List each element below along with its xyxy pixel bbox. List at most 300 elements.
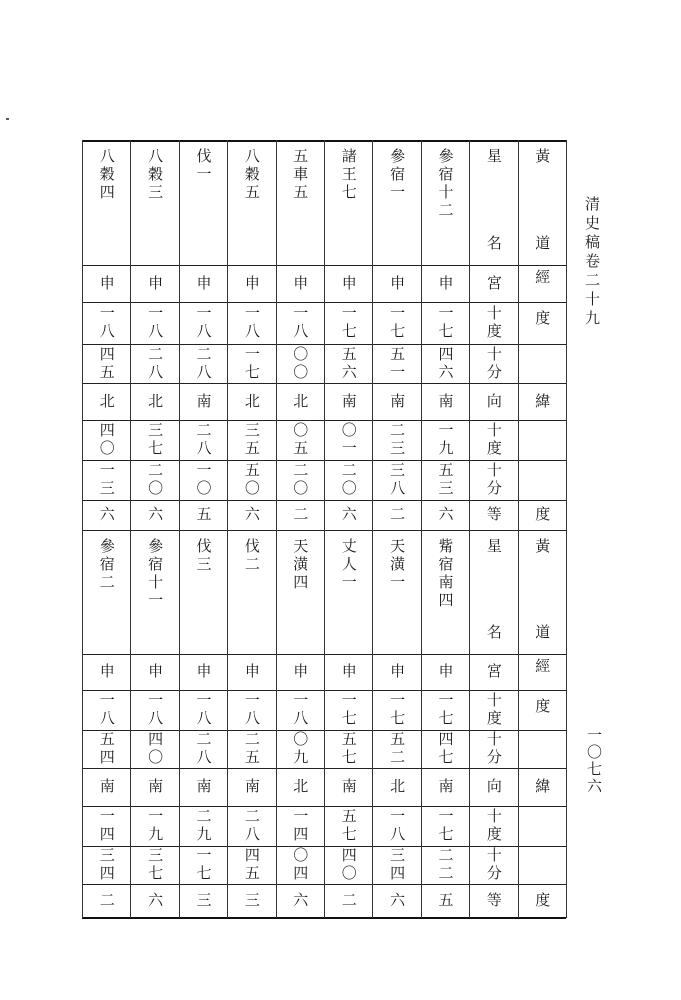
block2-name-cell-text: 伐三 bbox=[194, 538, 213, 574]
block2-wdeg-cell bbox=[82, 806, 130, 846]
block2-min-cell-text: 二五 bbox=[242, 731, 261, 767]
block2-wmin-cell-text: 四〇 bbox=[339, 847, 358, 883]
block1-mag-cell bbox=[227, 500, 275, 530]
block1-deg-cell-text: 一八 bbox=[97, 305, 116, 341]
block2-mag-cell-text: 二 bbox=[97, 892, 116, 910]
block1-gong-cell bbox=[324, 265, 372, 302]
block1-gong-cell bbox=[82, 265, 130, 302]
block1-min-cell bbox=[82, 344, 130, 383]
block2-wdeg-cell-text: 一四 bbox=[97, 808, 116, 844]
block2-name-cell-text: 天潢四 bbox=[291, 538, 310, 592]
block2-name-cell bbox=[324, 538, 372, 654]
block1-deg-cell bbox=[130, 302, 178, 344]
block2-header-deng-text: 等 bbox=[484, 892, 503, 910]
block2-wdeg-cell-text: 一八 bbox=[388, 808, 407, 844]
block1-header-wei_shidu-text: 十度 bbox=[484, 422, 503, 458]
block1-wmin-cell-text: 一三 bbox=[97, 462, 116, 498]
block1-header-shidu bbox=[469, 302, 517, 344]
block2-header-gong bbox=[469, 654, 517, 690]
block2-wdeg-cell bbox=[372, 806, 420, 846]
block2-header-deng bbox=[469, 884, 517, 918]
block2-name-cell bbox=[372, 538, 420, 654]
block1-dir-cell bbox=[372, 383, 420, 420]
block1-mag-cell-text: 五 bbox=[194, 506, 213, 524]
block2-header-shifen-text: 十分 bbox=[484, 731, 503, 767]
block1-deg-cell-text: 一七 bbox=[339, 305, 358, 341]
block2-dir-cell bbox=[421, 768, 469, 806]
block2-wmin-cell bbox=[276, 846, 324, 884]
block1-wdeg-cell-text: 一九 bbox=[436, 422, 455, 458]
block2-gong-cell-text: 申 bbox=[242, 663, 261, 681]
block2-mag-cell bbox=[82, 884, 130, 918]
block1-wdeg-cell bbox=[227, 420, 275, 460]
block2-wdeg-cell bbox=[130, 806, 178, 846]
block1-name-cell bbox=[324, 148, 372, 265]
block1-deg-cell bbox=[179, 302, 227, 344]
block2-name-cell bbox=[421, 538, 469, 654]
block1-min-cell bbox=[227, 344, 275, 383]
block1-mag-cell-text: 二 bbox=[388, 506, 407, 524]
block1-header-shifen-text: 十分 bbox=[484, 345, 503, 382]
block1-mag-cell-text: 六 bbox=[97, 506, 116, 524]
block1-header-xiang-text: 向 bbox=[484, 392, 503, 411]
block2-mag-cell-text: 三 bbox=[194, 892, 213, 910]
block2-dir-cell bbox=[227, 768, 275, 806]
block2-deg-cell bbox=[227, 690, 275, 730]
block1-header-wei_shidu bbox=[469, 420, 517, 460]
block2-wmin-cell bbox=[372, 846, 420, 884]
block2-wdeg-cell bbox=[421, 806, 469, 846]
block2-header-star-text: 星 bbox=[484, 538, 503, 556]
block2-dir-cell-text: 南 bbox=[146, 778, 165, 796]
block1-min-cell bbox=[179, 344, 227, 383]
block1-wmin-cell-text: 二〇 bbox=[339, 462, 358, 498]
block1-wdeg-cell bbox=[179, 420, 227, 460]
block2-wmin-cell bbox=[227, 846, 275, 884]
block2-title-huang-text: 黃 bbox=[533, 538, 552, 556]
block2-wmin-cell bbox=[130, 846, 178, 884]
block2-wmin-cell-text: 三四 bbox=[97, 847, 116, 883]
block1-name-cell-text: 五車五 bbox=[291, 148, 310, 202]
block2-deg-cell-text: 一七 bbox=[339, 692, 358, 728]
block2-wdeg-cell-text: 一四 bbox=[291, 808, 310, 844]
block2-name-cell-text: 伐二 bbox=[242, 538, 261, 574]
block2-gong-cell-text: 申 bbox=[436, 663, 455, 681]
block2-gong-cell-text: 申 bbox=[291, 663, 310, 681]
block2-gong-cell-text: 申 bbox=[388, 663, 407, 681]
block1-wdeg-cell bbox=[276, 420, 324, 460]
block2-mag-cell-text: 六 bbox=[388, 892, 407, 910]
block2-min-cell-text: 四七 bbox=[436, 731, 455, 767]
block2-gong-cell bbox=[421, 654, 469, 690]
block2-dir-cell bbox=[372, 768, 420, 806]
block2-deg-cell-text: 一八 bbox=[291, 692, 310, 728]
block1-wdeg-cell bbox=[421, 420, 469, 460]
block2-name-cell-text: 參宿二 bbox=[97, 538, 116, 592]
block1-dir-cell-text: 北 bbox=[291, 392, 310, 411]
block1-deg-cell bbox=[372, 302, 420, 344]
block2-header-name bbox=[469, 624, 517, 649]
block2-min-cell-text: 五七 bbox=[339, 731, 358, 767]
block1-min-cell bbox=[372, 344, 420, 383]
block1-title-huang-text: 黃 bbox=[533, 148, 552, 166]
block1-header-xiang bbox=[469, 383, 517, 420]
block1-min-cell bbox=[324, 344, 372, 383]
block1-min-cell bbox=[276, 344, 324, 383]
block1-header-deng bbox=[469, 500, 517, 530]
block1-min-cell bbox=[130, 344, 178, 383]
book-title: 清史稿卷二十九 bbox=[583, 196, 601, 329]
block1-deg-cell-text: 一七 bbox=[436, 305, 455, 341]
block2-name-cell-text: 觜宿南四 bbox=[436, 538, 455, 610]
block1-title-dao-text: 道 bbox=[533, 235, 552, 253]
block1-wdeg-cell bbox=[82, 420, 130, 460]
block1-mag-cell-text: 六 bbox=[339, 506, 358, 524]
block1-wmin-cell-text: 二〇 bbox=[291, 462, 310, 498]
block1-deg-cell-text: 一八 bbox=[291, 305, 310, 341]
block2-header-shidu-text: 十度 bbox=[484, 692, 503, 728]
block2-dir-cell bbox=[324, 768, 372, 806]
block1-name-cell bbox=[227, 148, 275, 265]
block1-name-cell-text: 諸王七 bbox=[339, 148, 358, 202]
block1-dir-cell bbox=[421, 383, 469, 420]
block2-min-cell-text: 二八 bbox=[194, 731, 213, 767]
block1-dir-cell bbox=[276, 383, 324, 420]
block2-deg-cell bbox=[372, 690, 420, 730]
block1-name-cell-text: 伐一 bbox=[194, 148, 213, 184]
block2-title-jingdu-text: 度 bbox=[533, 698, 552, 716]
block1-min-cell-text: 四六 bbox=[436, 345, 455, 382]
block2-title-weidu-text: 度 bbox=[533, 892, 552, 910]
block1-header-star-text: 星 bbox=[484, 148, 503, 166]
block2-gong-cell bbox=[227, 654, 275, 690]
block1-dir-cell-text: 南 bbox=[339, 392, 358, 411]
block2-gong-cell-text: 申 bbox=[339, 663, 358, 681]
block1-wdeg-cell bbox=[324, 420, 372, 460]
block2-dir-cell bbox=[179, 768, 227, 806]
block1-title-dao bbox=[518, 235, 566, 260]
block1-min-cell-text: 〇〇 bbox=[291, 345, 310, 382]
block1-gong-cell bbox=[421, 265, 469, 302]
block2-mag-cell bbox=[227, 884, 275, 918]
block2-header-wei_shidu bbox=[469, 806, 517, 846]
block2-title-jingdu bbox=[518, 698, 566, 728]
block2-dir-cell-text: 南 bbox=[339, 778, 358, 796]
block1-wmin-cell bbox=[324, 460, 372, 500]
block2-name-cell bbox=[82, 538, 130, 654]
block1-header-gong bbox=[469, 265, 517, 302]
block1-name-cell-text: 八穀四 bbox=[97, 148, 116, 202]
block1-mag-cell bbox=[324, 500, 372, 530]
block2-deg-cell-text: 一八 bbox=[194, 692, 213, 728]
block2-min-cell bbox=[276, 730, 324, 768]
block1-header-shifen bbox=[469, 344, 517, 383]
block1-mag-cell bbox=[82, 500, 130, 530]
block1-mag-cell-text: 六 bbox=[436, 506, 455, 524]
block2-mag-cell-text: 六 bbox=[291, 892, 310, 910]
block2-header-gong-text: 宮 bbox=[484, 663, 503, 681]
block1-mag-cell bbox=[130, 500, 178, 530]
block1-mag-cell-text: 六 bbox=[146, 506, 165, 524]
block2-wmin-cell-text: 三四 bbox=[388, 847, 407, 883]
block1-deg-cell bbox=[82, 302, 130, 344]
block2-dir-cell bbox=[130, 768, 178, 806]
block1-dir-cell-text: 南 bbox=[436, 392, 455, 411]
block1-gong-cell bbox=[227, 265, 275, 302]
block1-dir-cell bbox=[82, 383, 130, 420]
block2-header-wei_shidu-text: 十度 bbox=[484, 808, 503, 844]
block2-dir-cell bbox=[276, 768, 324, 806]
block1-gong-cell bbox=[372, 265, 420, 302]
block1-dir-cell bbox=[130, 383, 178, 420]
block1-header-deng-text: 等 bbox=[484, 506, 503, 524]
block2-wmin-cell-text: 四五 bbox=[242, 847, 261, 883]
block1-title-weidu-text: 度 bbox=[533, 506, 552, 524]
block1-wdeg-cell-text: 〇一 bbox=[339, 422, 358, 458]
block1-name-cell bbox=[82, 148, 130, 265]
block2-min-cell-text: 五四 bbox=[97, 731, 116, 767]
block2-title-dao-text: 道 bbox=[533, 624, 552, 642]
block2-header-wei_shifen bbox=[469, 846, 517, 884]
block2-mag-cell-text: 三 bbox=[242, 892, 261, 910]
block2-header-star bbox=[469, 538, 517, 578]
block1-name-cell-text: 八穀三 bbox=[146, 148, 165, 202]
block2-deg-cell-text: 一八 bbox=[146, 692, 165, 728]
block1-name-cell-text: 八穀五 bbox=[242, 148, 261, 202]
block1-deg-cell-text: 一八 bbox=[242, 305, 261, 341]
block1-wmin-cell bbox=[130, 460, 178, 500]
block1-wmin-cell-text: 五〇 bbox=[242, 462, 261, 498]
block2-deg-cell-text: 一七 bbox=[388, 692, 407, 728]
block1-gong-cell bbox=[179, 265, 227, 302]
block2-wdeg-cell-text: 一七 bbox=[436, 808, 455, 844]
block1-header-shidu-text: 十度 bbox=[484, 305, 503, 341]
block2-gong-cell bbox=[276, 654, 324, 690]
block1-deg-cell-text: 一七 bbox=[388, 305, 407, 341]
block2-gong-cell bbox=[179, 654, 227, 690]
block1-header-name-text: 名 bbox=[484, 235, 503, 253]
block2-deg-cell bbox=[82, 690, 130, 730]
block1-dir-cell-text: 北 bbox=[242, 392, 261, 411]
block2-min-cell bbox=[421, 730, 469, 768]
block1-wmin-cell bbox=[372, 460, 420, 500]
block2-dir-cell-text: 南 bbox=[97, 778, 116, 796]
block1-title-wei-text: 緯 bbox=[533, 392, 552, 411]
block1-dir-cell-text: 南 bbox=[194, 392, 213, 411]
block2-min-cell bbox=[130, 730, 178, 768]
block2-wdeg-cell bbox=[324, 806, 372, 846]
block2-gong-cell-text: 申 bbox=[97, 663, 116, 681]
block2-wmin-cell bbox=[179, 846, 227, 884]
block2-min-cell-text: 〇九 bbox=[291, 731, 310, 767]
block2-min-cell bbox=[82, 730, 130, 768]
block1-header-name bbox=[469, 235, 517, 260]
block2-header-wei_shifen-text: 十分 bbox=[484, 847, 503, 883]
block2-dir-cell-text: 南 bbox=[242, 778, 261, 796]
block1-wdeg-cell-text: 二八 bbox=[194, 422, 213, 458]
block1-wdeg-cell bbox=[130, 420, 178, 460]
block2-min-cell bbox=[227, 730, 275, 768]
block2-header-name-text: 名 bbox=[484, 624, 503, 642]
block2-name-cell bbox=[276, 538, 324, 654]
block2-min-cell bbox=[372, 730, 420, 768]
block1-header-gong-text: 宮 bbox=[484, 274, 503, 293]
block2-wmin-cell-text: 二二 bbox=[436, 847, 455, 883]
block2-dir-cell-text: 南 bbox=[194, 778, 213, 796]
block1-mag-cell-text: 二 bbox=[291, 506, 310, 524]
block1-gong-cell-text: 申 bbox=[291, 274, 310, 293]
block1-wdeg-cell-text: 〇五 bbox=[291, 422, 310, 458]
block2-deg-cell bbox=[324, 690, 372, 730]
block1-deg-cell bbox=[276, 302, 324, 344]
block2-wdeg-cell-text: 二八 bbox=[242, 808, 261, 844]
block2-wdeg-cell-text: 五七 bbox=[339, 808, 358, 844]
block1-gong-cell bbox=[276, 265, 324, 302]
block1-wmin-cell bbox=[227, 460, 275, 500]
block1-gong-cell-text: 申 bbox=[388, 274, 407, 293]
block1-title-wei bbox=[518, 383, 566, 420]
block1-header-wei_shifen bbox=[469, 460, 517, 500]
block1-mag-cell bbox=[179, 500, 227, 530]
block2-wmin-cell-text: 三七 bbox=[146, 847, 165, 883]
block1-min-cell-text: 四五 bbox=[97, 345, 116, 382]
block1-gong-cell-text: 申 bbox=[146, 274, 165, 293]
block2-header-shidu bbox=[469, 690, 517, 730]
block1-title-jing-text: 經 bbox=[533, 269, 552, 287]
block1-name-cell-text: 參宿十二 bbox=[436, 148, 455, 220]
block1-name-cell bbox=[421, 148, 469, 265]
block1-min-cell-text: 二八 bbox=[194, 345, 213, 382]
block2-name-cell-text: 參宿十一 bbox=[146, 538, 165, 610]
block2-min-cell-text: 四〇 bbox=[146, 731, 165, 767]
block2-mag-cell bbox=[324, 884, 372, 918]
block2-gong-cell-text: 申 bbox=[194, 663, 213, 681]
block2-min-cell-text: 五二 bbox=[388, 731, 407, 767]
block2-deg-cell bbox=[276, 690, 324, 730]
block2-mag-cell bbox=[130, 884, 178, 918]
block1-wdeg-cell-text: 四〇 bbox=[97, 422, 116, 458]
block1-wdeg-cell-text: 三五 bbox=[242, 422, 261, 458]
block1-mag-cell bbox=[276, 500, 324, 530]
block1-title-jingdu-text: 度 bbox=[533, 310, 552, 328]
block2-wmin-cell-text: 〇四 bbox=[291, 847, 310, 883]
block1-name-cell-text: 參宿一 bbox=[388, 148, 407, 202]
block2-gong-cell bbox=[372, 654, 420, 690]
block1-wmin-cell-text: 五三 bbox=[436, 462, 455, 498]
block2-name-cell-text: 丈人一 bbox=[339, 538, 358, 592]
block2-wmin-cell bbox=[324, 846, 372, 884]
block2-deg-cell-text: 一七 bbox=[436, 692, 455, 728]
block1-wmin-cell-text: 二〇 bbox=[146, 462, 165, 498]
block1-mag-cell bbox=[372, 500, 420, 530]
block1-min-cell-text: 五六 bbox=[339, 345, 358, 382]
block2-wdeg-cell-text: 一九 bbox=[146, 808, 165, 844]
block1-title-weidu bbox=[518, 500, 566, 530]
block2-mag-cell-text: 六 bbox=[146, 892, 165, 910]
block1-name-cell bbox=[179, 148, 227, 265]
block2-mag-cell bbox=[276, 884, 324, 918]
block1-dir-cell bbox=[227, 383, 275, 420]
block2-gong-cell bbox=[130, 654, 178, 690]
block1-wdeg-cell-text: 二三 bbox=[388, 422, 407, 458]
block2-wmin-cell bbox=[421, 846, 469, 884]
block2-title-huang bbox=[518, 538, 566, 568]
block1-dir-cell-text: 北 bbox=[146, 392, 165, 411]
block2-mag-cell bbox=[421, 884, 469, 918]
block1-deg-cell-text: 一八 bbox=[146, 305, 165, 341]
block1-name-cell bbox=[276, 148, 324, 265]
block1-gong-cell-text: 申 bbox=[194, 274, 213, 293]
block1-title-jing bbox=[518, 269, 566, 299]
block2-dir-cell-text: 北 bbox=[388, 778, 407, 796]
block1-min-cell-text: 二八 bbox=[146, 345, 165, 382]
block1-dir-cell bbox=[179, 383, 227, 420]
block2-mag-cell bbox=[372, 884, 420, 918]
block2-header-xiang bbox=[469, 768, 517, 806]
block1-title-jingdu bbox=[518, 310, 566, 340]
block1-gong-cell-text: 申 bbox=[339, 274, 358, 293]
block1-min-cell-text: 五一 bbox=[388, 345, 407, 382]
block1-wmin-cell bbox=[421, 460, 469, 500]
block2-title-jing bbox=[518, 658, 566, 688]
page-number: 一〇七六 bbox=[585, 727, 603, 795]
block2-deg-cell-text: 一八 bbox=[97, 692, 116, 728]
block2-gong-cell bbox=[324, 654, 372, 690]
block2-min-cell bbox=[179, 730, 227, 768]
block2-min-cell bbox=[324, 730, 372, 768]
block1-name-cell bbox=[130, 148, 178, 265]
block1-dir-cell-text: 南 bbox=[388, 392, 407, 411]
block1-gong-cell bbox=[130, 265, 178, 302]
block2-title-dao bbox=[518, 624, 566, 649]
block1-header-wei_shifen-text: 十分 bbox=[484, 462, 503, 498]
block1-wmin-cell-text: 一〇 bbox=[194, 462, 213, 498]
block1-deg-cell-text: 一八 bbox=[194, 305, 213, 341]
block2-title-jing-text: 經 bbox=[533, 658, 552, 676]
block1-deg-cell bbox=[227, 302, 275, 344]
block2-gong-cell-text: 申 bbox=[146, 663, 165, 681]
block2-mag-cell bbox=[179, 884, 227, 918]
block2-title-wei bbox=[518, 768, 566, 806]
block1-title-huang bbox=[518, 148, 566, 178]
block1-gong-cell-text: 申 bbox=[436, 274, 455, 293]
block1-wmin-cell bbox=[82, 460, 130, 500]
block2-dir-cell-text: 北 bbox=[291, 778, 310, 796]
block1-wmin-cell-text: 三八 bbox=[388, 462, 407, 498]
block2-wdeg-cell bbox=[179, 806, 227, 846]
block2-mag-cell-text: 二 bbox=[339, 892, 358, 910]
block2-deg-cell bbox=[130, 690, 178, 730]
block2-wmin-cell bbox=[82, 846, 130, 884]
block2-title-weidu bbox=[518, 884, 566, 918]
block1-name-cell bbox=[372, 148, 420, 265]
block2-deg-cell bbox=[179, 690, 227, 730]
block2-wdeg-cell-text: 二九 bbox=[194, 808, 213, 844]
block1-min-cell bbox=[421, 344, 469, 383]
block2-title-wei-text: 緯 bbox=[533, 778, 552, 796]
block2-dir-cell-text: 南 bbox=[436, 778, 455, 796]
block1-mag-cell-text: 六 bbox=[242, 506, 261, 524]
block2-deg-cell-text: 一八 bbox=[242, 692, 261, 728]
block2-name-cell-text: 天潢一 bbox=[388, 538, 407, 592]
block1-header-star bbox=[469, 148, 517, 188]
block1-wmin-cell bbox=[179, 460, 227, 500]
block1-deg-cell bbox=[324, 302, 372, 344]
block2-deg-cell bbox=[421, 690, 469, 730]
block1-deg-cell bbox=[421, 302, 469, 344]
block2-header-xiang-text: 向 bbox=[484, 778, 503, 796]
block2-wdeg-cell bbox=[276, 806, 324, 846]
